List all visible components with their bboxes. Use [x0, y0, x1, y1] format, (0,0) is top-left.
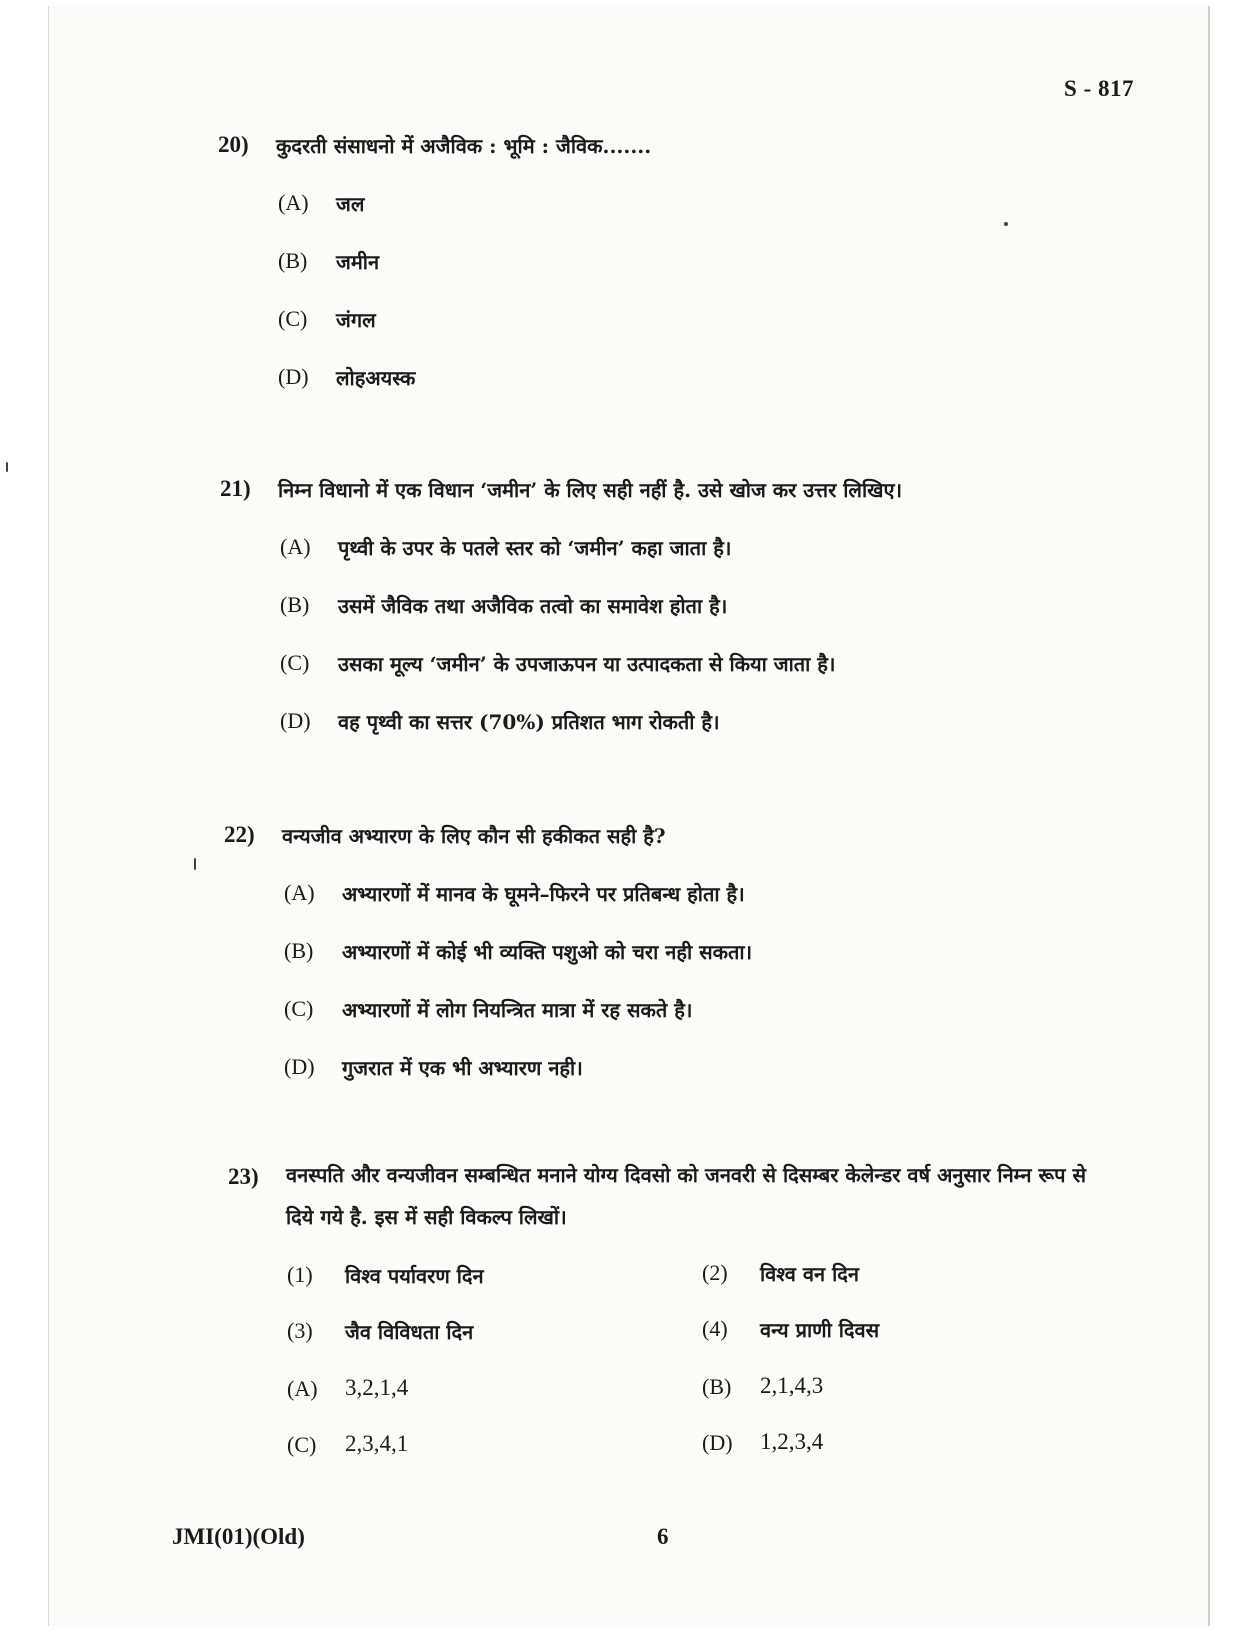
page-number: 6: [657, 1524, 669, 1549]
scan-speck: [1004, 222, 1008, 226]
option-label: (D): [280, 708, 311, 733]
question-text: निम्न विधानो में एक विधान ‘जमीन’ के लिए सही नहीं है. उसे खोज कर उत्तर लिखिए।: [278, 478, 903, 502]
question-text: कुदरती संसाधनो में अजैविक : भूमि : जैविक.......: [276, 134, 652, 158]
question-number: 22): [224, 822, 255, 847]
item-label: (4): [702, 1316, 728, 1341]
item-label: (3): [287, 1318, 313, 1343]
option-text: उसका मूल्य ‘जमीन’ के उपजाऊपन या उत्पादकता से किया जाता है।: [338, 652, 836, 676]
question-text: वनस्पति और वन्यजीवन सम्बन्धित मनाने योग्य दिवसो को जनवरी से दिसम्बर केलेन्डर वर्ष अनुसार निम्न रूप से दिये गये है. इस में सही विकल्प लिखों।: [286, 1163, 1086, 1229]
item-text: वन्य प्राणी दिवस: [760, 1318, 880, 1342]
option-label: (A): [278, 190, 309, 215]
option-text: 3,2,1,4: [345, 1375, 409, 1400]
option-label: (D): [284, 1054, 315, 1079]
item-text: विश्व पर्यावरण दिन: [345, 1264, 484, 1288]
question-number: 20): [218, 132, 249, 157]
option-label: (B): [280, 592, 310, 617]
option-label: (D): [702, 1430, 733, 1455]
exam-code: JMI(01)(Old): [172, 1524, 305, 1549]
question-number: 21): [220, 476, 251, 501]
item-text: विश्व वन दिन: [760, 1262, 859, 1286]
option-text: अभ्यारणों में कोई भी व्यक्ति पशुओ को चरा नही सकता।: [342, 940, 753, 964]
option-label: (A): [287, 1376, 318, 1401]
option-text: वह पृथ्वी का सत्तर (70%) प्रतिशत भाग रोकती है।: [338, 710, 720, 734]
question-number: 23): [228, 1164, 259, 1189]
option-text: लोहअयस्क: [336, 366, 416, 390]
option-text: उसमें जैविक तथा अजैविक तत्वो का समावेश होता है।: [338, 594, 728, 618]
option-label: (C): [284, 996, 314, 1021]
option-text: अभ्यारणों में मानव के घूमने–फिरने पर प्रतिबन्ध होता है।: [342, 882, 745, 906]
scan-speck: [194, 858, 196, 870]
page-edge: [1208, 6, 1210, 1626]
option-text: जमीन: [336, 250, 380, 274]
page-sheet: [48, 6, 1210, 1626]
paper-code: S - 817: [1064, 76, 1134, 101]
item-text: जैव विविधता दिन: [345, 1320, 474, 1344]
option-label: (B): [278, 248, 308, 273]
option-text: जंगल: [336, 308, 376, 332]
option-label: (A): [284, 880, 315, 905]
option-text: जल: [336, 192, 365, 216]
option-label: (A): [280, 534, 311, 559]
option-text: गुजरात में एक भी अभ्यारण नही।: [342, 1056, 583, 1080]
item-label: (2): [702, 1260, 728, 1285]
option-label: (C): [280, 650, 310, 675]
option-label: (C): [287, 1432, 317, 1457]
question-text: वन्यजीव अभ्यारण के लिए कौन सी हकीकत सही है?: [282, 824, 666, 848]
option-label: (D): [278, 364, 309, 389]
option-text: अभ्यारणों में लोग नियन्त्रित मात्रा में रह सकते है।: [342, 998, 693, 1022]
option-label: (C): [278, 306, 308, 331]
option-label: (B): [284, 938, 314, 963]
scan-speck: [6, 462, 8, 472]
option-text: 2,3,4,1: [345, 1431, 409, 1456]
option-text: 2,1,4,3: [760, 1373, 824, 1398]
option-text: पृथ्वी के उपर के पतले स्तर को ‘जमीन’ कहा जाता है।: [338, 536, 732, 560]
option-label: (B): [702, 1374, 732, 1399]
item-label: (1): [287, 1262, 313, 1287]
option-text: 1,2,3,4: [760, 1429, 824, 1454]
